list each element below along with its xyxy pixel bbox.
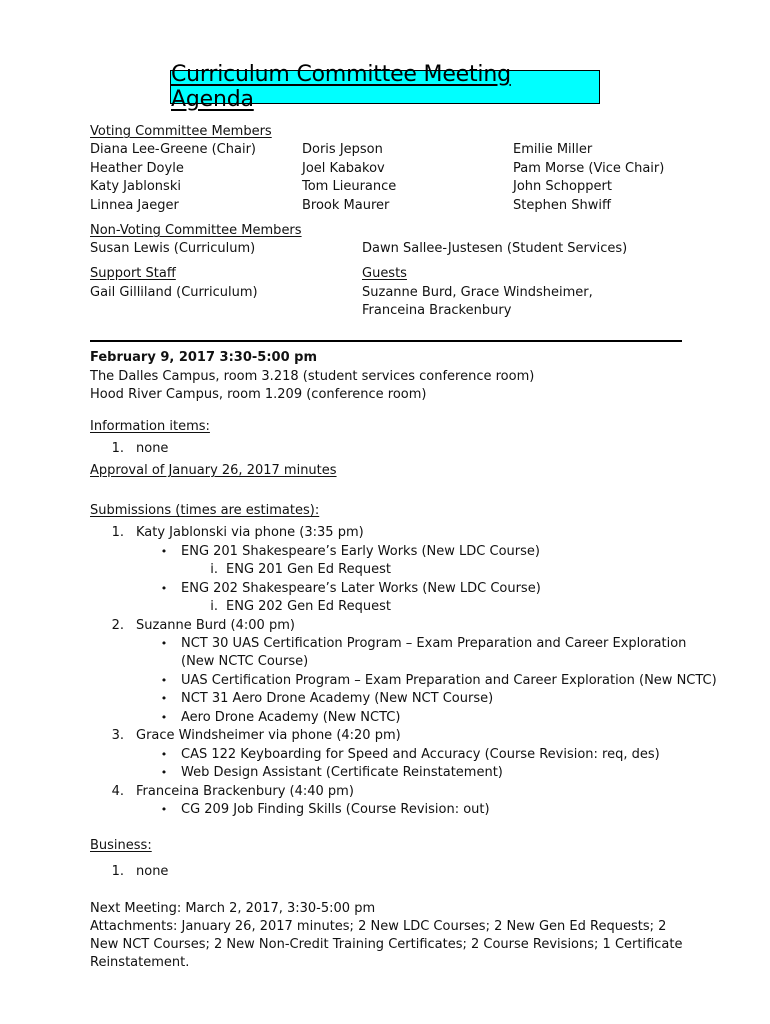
voting-member: Brook Maurer: [302, 198, 390, 213]
guests-heading: Guests: [362, 266, 407, 281]
list-number: 4.: [111, 784, 124, 799]
submission-item: NCT 31 Aero Drone Academy (New NCT Course): [181, 691, 494, 706]
submission-item: Aero Drone Academy (New NCTC): [181, 710, 401, 725]
section-divider: [90, 340, 682, 342]
submission-subitem: ENG 201 Gen Ed Request: [226, 562, 391, 577]
voting-member: Heather Doyle: [90, 161, 184, 176]
list-number: 2.: [111, 618, 124, 633]
meeting-location: Hood River Campus, room 1.209 (conference room): [90, 387, 427, 402]
bullet-icon: •: [160, 748, 168, 761]
voting-member: Katy Jablonski: [90, 179, 181, 194]
list-number: 1.: [111, 864, 124, 879]
bullet-icon: •: [160, 766, 168, 779]
nonvoting-member: Dawn Sallee-Justesen (Student Services): [362, 241, 628, 256]
guests-names: Suzanne Burd, Grace Windsheimer, Franceina Brackenbury: [362, 285, 593, 318]
info-heading: Information items:: [90, 419, 210, 434]
page-title: Curriculum Committee Meeting Agenda: [171, 62, 511, 112]
presenter: Franceina Brackenbury (4:40 pm): [136, 784, 354, 799]
voting-member: Doris Jepson: [302, 142, 383, 157]
meeting-location: The Dalles Campus, room 3.218 (student services conference room): [90, 369, 535, 384]
presenter: Katy Jablonski via phone (3:35 pm): [136, 525, 364, 540]
bullet-icon: •: [160, 545, 168, 558]
support-heading: Support Staff: [90, 266, 176, 281]
submissions-heading: Submissions (times are estimates):: [90, 503, 320, 518]
nonvoting-member: Susan Lewis (Curriculum): [90, 241, 256, 256]
list-number: i.: [210, 562, 218, 577]
submission-item: ENG 201 Shakespeare’s Early Works (New LDC Course): [181, 544, 540, 559]
submission-item: CG 209 Job Finding Skills (Course Revision: out): [181, 802, 490, 817]
submission-item: CAS 122 Keyboarding for Speed and Accuracy (Course Revision: req, des): [181, 747, 660, 762]
list-number: 1.: [111, 441, 124, 456]
bullet-icon: •: [160, 692, 168, 705]
list-number: 3.: [111, 728, 124, 743]
voting-member: Linnea Jaeger: [90, 198, 179, 213]
approval-item: Approval of January 26, 2017 minutes: [90, 463, 337, 478]
title-banner: [170, 62, 600, 112]
voting-member: Tom Lieurance: [302, 179, 397, 194]
voting-member: Stephen Shwiff: [513, 198, 611, 213]
support-member: Gail Gilliland (Curriculum): [90, 285, 258, 300]
nonvoting-heading: Non-Voting Committee Members: [90, 223, 302, 238]
list-number: 1.: [111, 525, 124, 540]
submission-item: ENG 202 Shakespeare’s Later Works (New LDC Course): [181, 581, 541, 596]
voting-member: John Schoppert: [513, 179, 612, 194]
presenter: Suzanne Burd (4:00 pm): [136, 618, 295, 633]
business-item: none: [136, 864, 169, 879]
info-item: none: [136, 441, 169, 456]
voting-member: Diana Lee-Greene (Chair): [90, 142, 256, 157]
voting-member: Joel Kabakov: [302, 161, 385, 176]
attachments: Attachments: January 26, 2017 minutes; 2 New LDC Courses; 2 New Gen Ed Requests; 2 New NCT Courses; 2 New Non-Credit Training Certificates; 2 Course Revisions; 1 Certificate Reinstatement.: [90, 919, 683, 970]
list-number: i.: [210, 599, 218, 614]
next-meeting: Next Meeting: March 2, 2017, 3:30-5:00 pm: [90, 901, 376, 916]
meeting-date: February 9, 2017 3:30-5:00 pm: [90, 350, 317, 365]
submission-item: NCT 30 UAS Certification Program – Exam Preparation and Career Exploration (New NCTC Course): [181, 636, 687, 669]
bullet-icon: •: [160, 637, 168, 650]
bullet-icon: •: [160, 674, 168, 687]
submission-item: Web Design Assistant (Certificate Reinstatement): [181, 765, 503, 780]
submission-item: UAS Certification Program – Exam Preparation and Career Exploration (New NCTC): [181, 673, 717, 688]
bullet-icon: •: [160, 711, 168, 724]
voting-member: Pam Morse (Vice Chair): [513, 161, 665, 176]
voting-member: Emilie Miller: [513, 142, 593, 157]
presenter: Grace Windsheimer via phone (4:20 pm): [136, 728, 401, 743]
submission-subitem: ENG 202 Gen Ed Request: [226, 599, 391, 614]
business-heading: Business:: [90, 838, 152, 853]
voting-heading: Voting Committee Members: [90, 124, 272, 139]
bullet-icon: •: [160, 582, 168, 595]
bullet-icon: •: [160, 803, 168, 816]
